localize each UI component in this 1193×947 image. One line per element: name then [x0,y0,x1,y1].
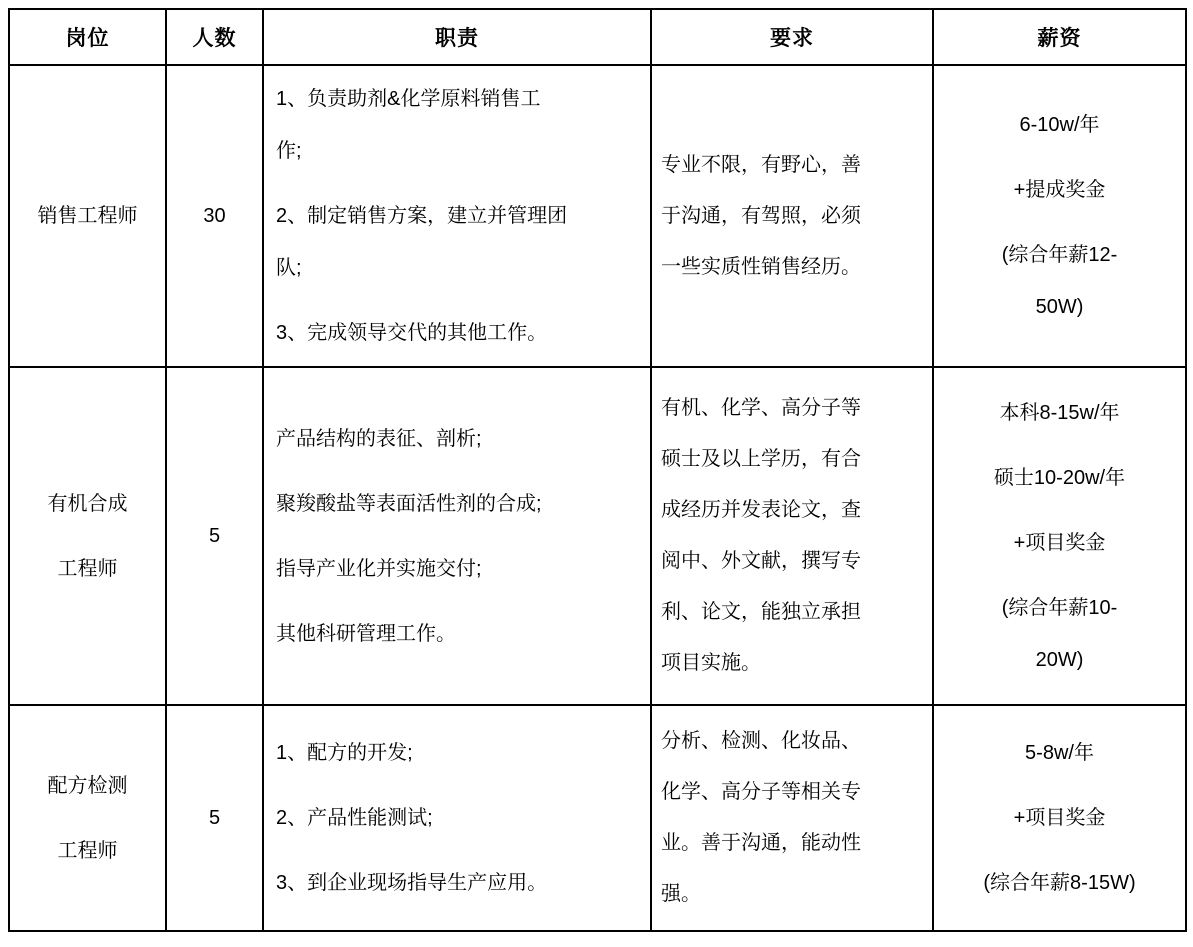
text-line: 5-8w/年 [1025,742,1094,764]
paragraph [934,387,1185,439]
col-header-headcount: 人数 [166,9,263,65]
requirements-cell [651,705,933,931]
text-line: +提成奖金 [1013,179,1106,201]
text-line: 业。善于沟通，能动性 [661,832,861,854]
text-line: (综合年薪8-15W) [983,872,1136,894]
text-line: 利、论文，能独立承担 [661,601,861,623]
text-line: 队; [276,257,302,279]
paragraph [276,727,644,779]
text-line: 3、到企业现场指导生产应用。 [276,872,548,894]
paragraph [934,857,1185,909]
paragraph [661,140,928,293]
headcount-cell: 30 [166,65,263,367]
paragraph [10,190,165,242]
text-line: 硕士及以上学历，有合 [661,448,861,470]
salary-cell [933,65,1186,367]
text-line: 3、完成领导交代的其他工作。 [276,322,548,344]
text-line: 作; [276,140,302,162]
text-line: 有机合成 [47,492,128,515]
text-line: 成经历并发表论文，查 [661,499,861,521]
headcount-cell: 5 [166,367,263,705]
text-line: 指导产业化并实施交付; [276,557,482,580]
paragraph [934,99,1185,151]
paragraph [276,307,644,359]
paragraph [934,517,1185,569]
paragraph [10,825,165,877]
paragraph [276,190,644,294]
duties-cell [263,65,651,367]
text-line: 强。 [661,883,701,905]
text-line: 配方检测 [47,774,128,797]
text-line: (综合年薪12- [1001,244,1118,266]
col-header-position: 岗位 [9,9,166,65]
text-line: 工程师 [57,557,118,580]
table-header [9,9,1186,65]
paragraph [934,452,1185,504]
text-line: (综合年薪10- [1001,596,1118,619]
col-header-salary: 薪资 [933,9,1186,65]
duties-cell [263,367,651,705]
col-header-duties: 职责 [263,9,651,65]
text-line: 硕士10-20w/年 [993,466,1126,489]
text-line: 本科8-15w/年 [999,401,1120,424]
headcount-cell: 5 [166,705,263,931]
col-header-requirements: 要求 [651,9,933,65]
text-line: 于沟通，有驾照，必须 [661,204,861,227]
paragraph [934,229,1185,333]
paragraph [934,582,1185,686]
text-line: 1、配方的开发; [276,742,413,764]
position-cell [9,65,166,367]
text-line: 一些实质性销售经历。 [661,255,861,278]
paragraph [661,383,928,689]
header-row [9,9,1186,65]
paragraph [10,478,165,530]
text-line: 2、制定销售方案，建立并管理团 [276,205,568,227]
table-row [9,367,1186,705]
text-line: 销售工程师 [37,205,138,227]
text-line: 阅中、外文献，撰写专 [661,550,861,572]
text-line: 化学、高分子等相关专 [661,781,861,803]
salary-cell [933,367,1186,705]
paragraph [10,760,165,812]
paragraph [934,792,1185,844]
paragraph [276,73,644,177]
paragraph [934,164,1185,216]
text-line: +项目奖金 [1013,807,1106,829]
text-line: 工程师 [57,839,118,862]
salary-cell [933,705,1186,931]
text-line: 50W) [1035,296,1084,318]
text-line: 1、负责助剂&化学原料销售工 [276,88,541,110]
text-line: 分析、检测、化妆品、 [661,730,861,752]
requirements-cell [651,367,933,705]
table-row [9,705,1186,931]
paragraph [276,857,644,909]
table-row [9,65,1186,367]
paragraph [276,413,644,465]
duties-cell [263,705,651,931]
text-line: 其他科研管理工作。 [276,622,456,645]
text-line: 20W) [1035,648,1084,671]
paragraph [276,608,644,660]
text-line: 聚羧酸盐等表面活性剂的合成; [276,492,542,515]
paragraph [276,792,644,844]
position-cell [9,367,166,705]
paragraph [10,543,165,595]
text-line: 专业不限，有野心，善 [661,153,861,176]
recruitment-table [8,8,1187,932]
requirements-cell [651,65,933,367]
paragraph [276,478,644,530]
position-cell [9,705,166,931]
paragraph [276,543,644,595]
text-line: 2、产品性能测试; [276,807,433,829]
text-line: 产品结构的表征、剖析; [276,427,482,450]
text-line: 项目实施。 [661,652,761,674]
text-line: 有机、化学、高分子等 [661,397,861,419]
text-line: 6-10w/年 [1019,114,1100,136]
table-body [9,65,1186,931]
text-line: +项目奖金 [1013,531,1106,554]
paragraph [661,716,928,920]
paragraph [934,727,1185,779]
